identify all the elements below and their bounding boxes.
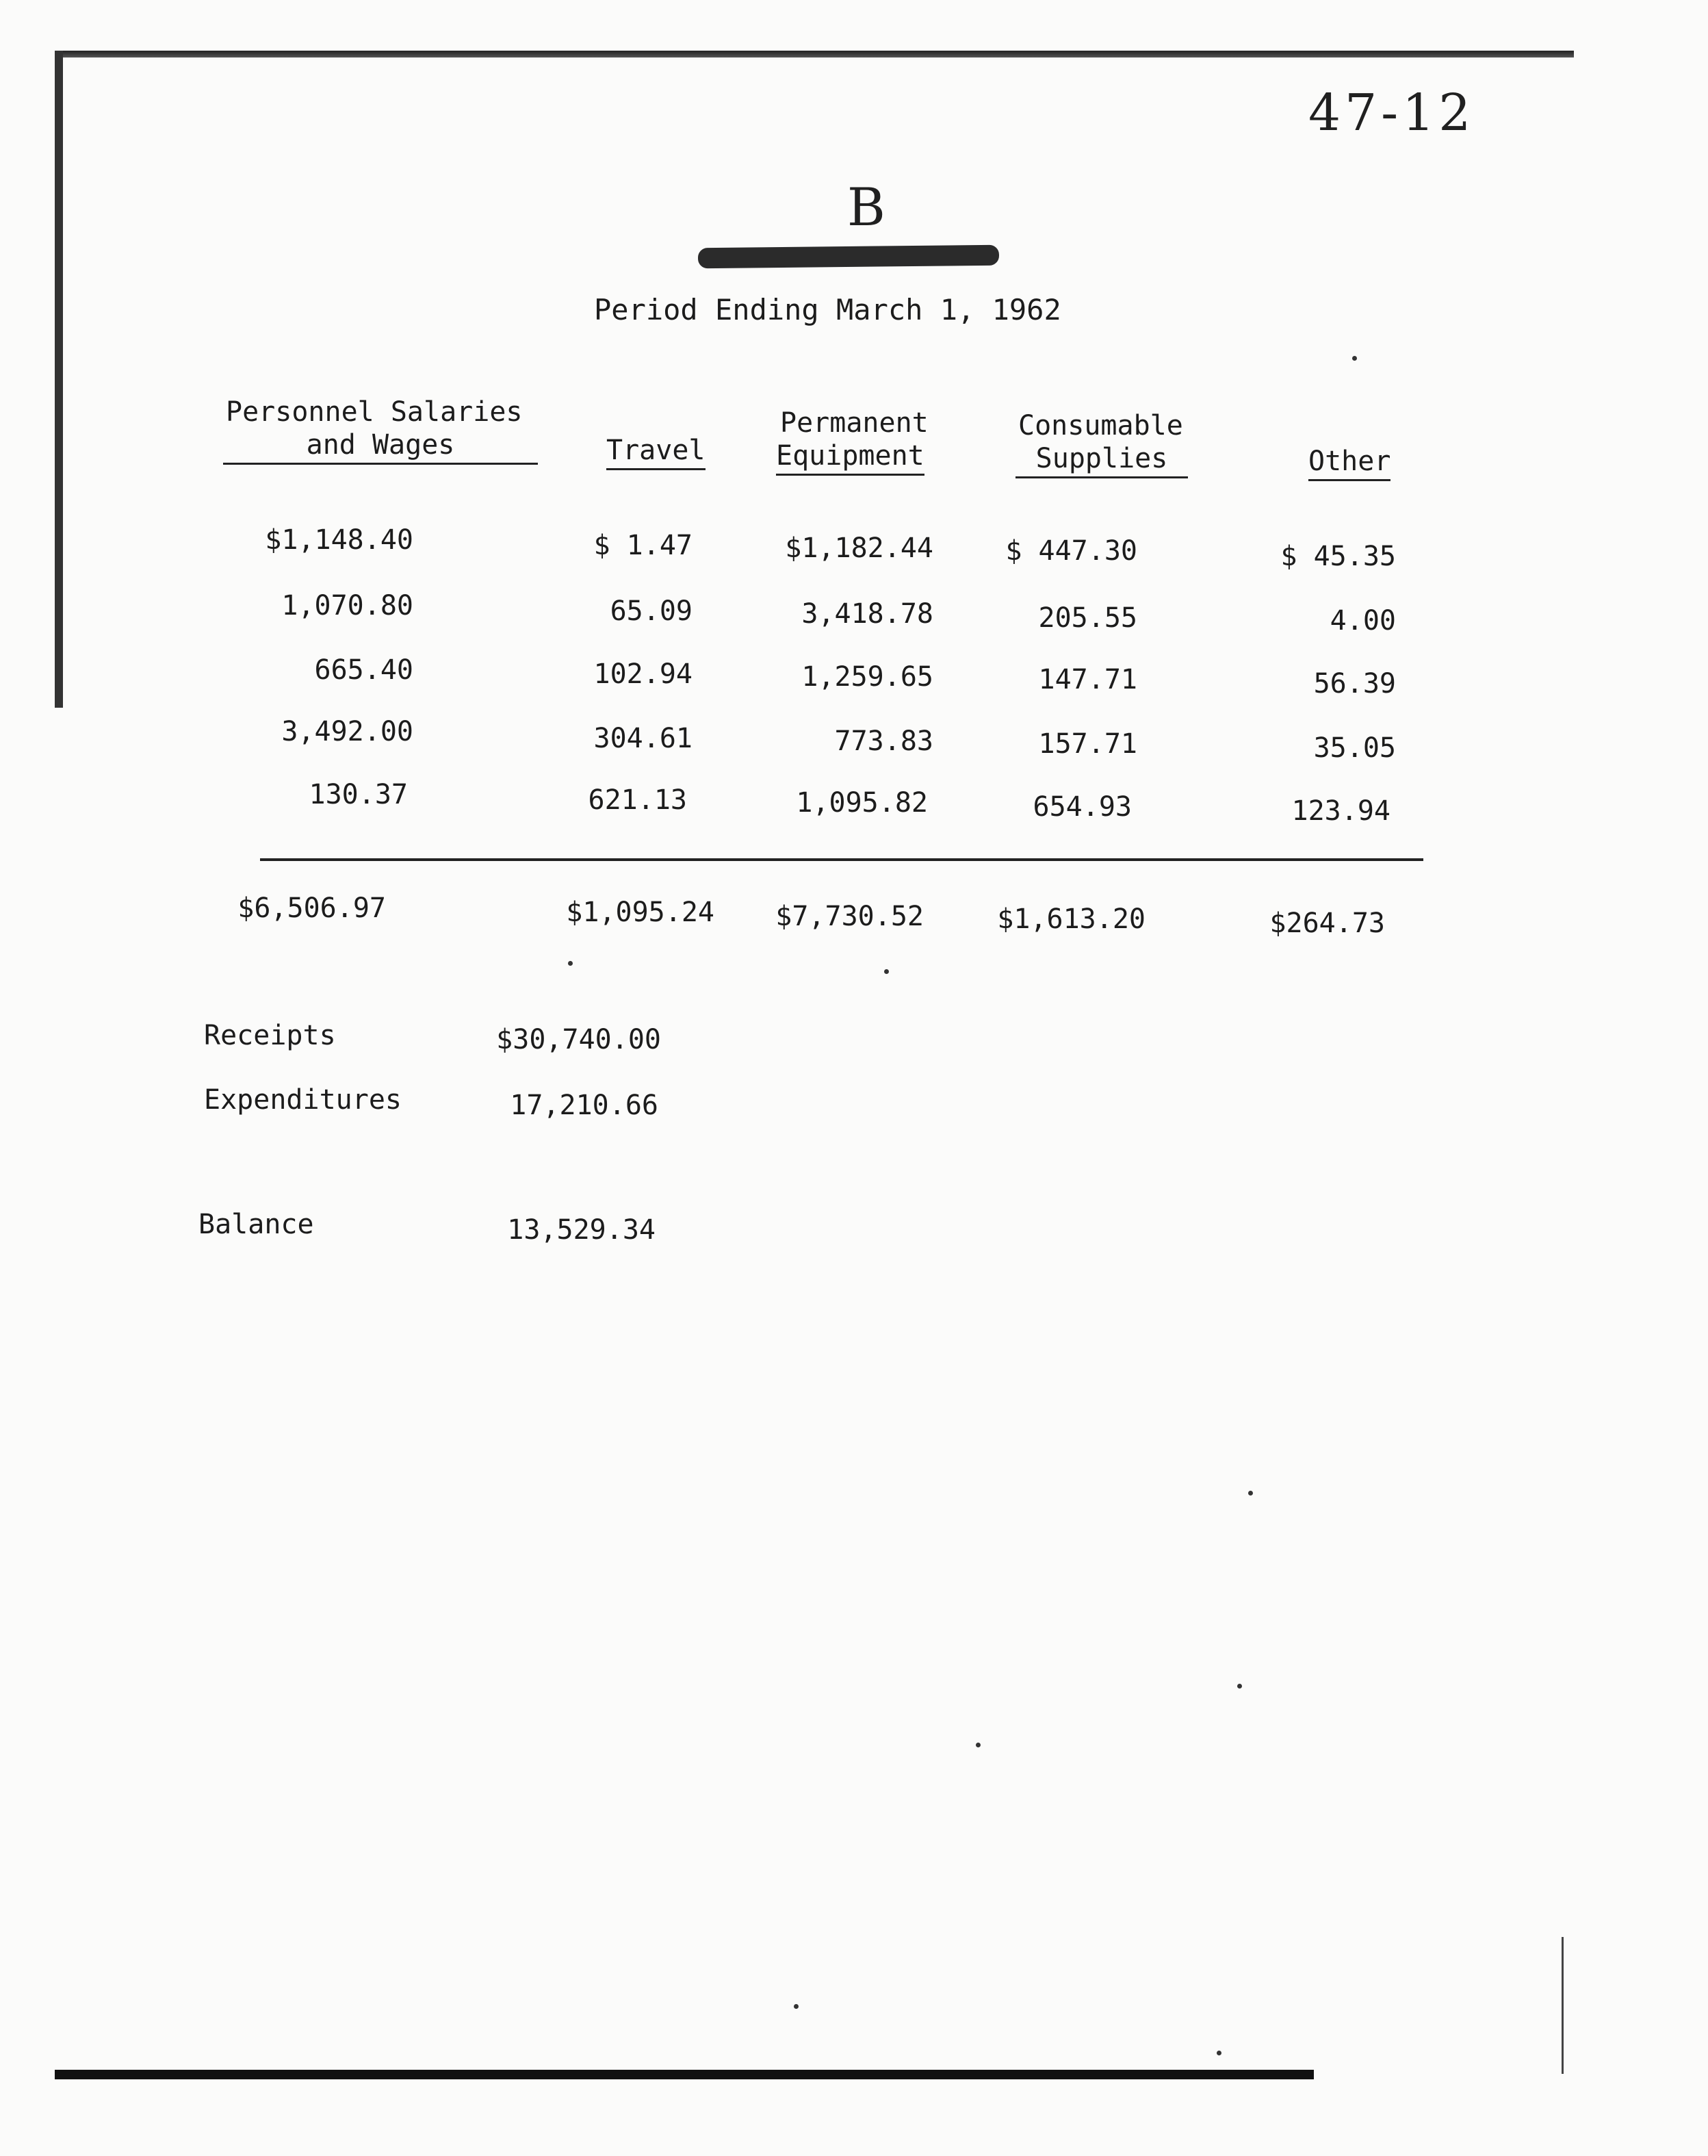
- header-permanent-line2: Equipment: [776, 439, 924, 476]
- cell-consumable: 205.55: [1038, 602, 1137, 634]
- cell-permanent: 3,418.78: [801, 598, 933, 630]
- scan-speck: [976, 1743, 981, 1747]
- cell-permanent: $1,182.44: [785, 532, 933, 564]
- total-other: $264.73: [1269, 908, 1385, 939]
- cell-travel: $ 1.47: [593, 530, 693, 561]
- total-permanent: $7,730.52: [775, 901, 924, 932]
- scan-border-right: [1562, 1937, 1564, 2074]
- cell-other: 4.00: [1330, 605, 1396, 637]
- cell-personnel: 665.40: [314, 654, 413, 686]
- cell-permanent: 1,259.65: [801, 661, 933, 693]
- header-permanent-line1: Permanent: [780, 407, 929, 439]
- totals-rule: [260, 858, 1423, 861]
- cell-other: $ 45.35: [1280, 541, 1396, 572]
- cell-consumable: $ 447.30: [1005, 535, 1137, 567]
- cell-personnel: 3,492.00: [281, 716, 413, 747]
- scan-speck: [1217, 2051, 1221, 2055]
- cell-travel: 65.09: [610, 595, 693, 627]
- cell-other: 35.05: [1313, 732, 1396, 764]
- handwritten-page-number: 47-12: [1308, 84, 1475, 142]
- redacted-title: [698, 245, 999, 269]
- expenditures-label: Expenditures: [204, 1084, 402, 1116]
- cell-consumable: 147.71: [1038, 664, 1137, 695]
- scan-speck: [1352, 356, 1357, 361]
- scan-border-bottom: [55, 2070, 1314, 2079]
- cell-permanent: 1,095.82: [796, 787, 928, 819]
- balance-label: Balance: [198, 1209, 314, 1240]
- cell-travel: 304.61: [593, 723, 693, 754]
- cell-permanent: 773.83: [834, 726, 933, 757]
- scan-speck: [794, 2004, 799, 2009]
- total-travel: $1,095.24: [566, 897, 714, 928]
- receipts-value: $30,740.00: [496, 1024, 661, 1055]
- balance-value: 13,529.34: [507, 1214, 656, 1246]
- cell-travel: 621.13: [588, 784, 687, 816]
- scan-speck: [1248, 1491, 1253, 1496]
- handwritten-section-letter: B: [847, 177, 885, 238]
- cell-consumable: 654.93: [1033, 791, 1132, 823]
- scan-border-left: [55, 51, 63, 708]
- cell-personnel: 1,070.80: [281, 590, 413, 621]
- cell-travel: 102.94: [593, 658, 693, 690]
- cell-personnel: 130.37: [309, 779, 408, 810]
- cell-consumable: 157.71: [1038, 728, 1137, 760]
- total-personnel: $6,506.97: [237, 893, 386, 924]
- header-travel: Travel: [606, 434, 706, 470]
- scan-speck: [884, 969, 889, 974]
- expenditures-value: 17,210.66: [510, 1090, 658, 1121]
- header-consumable-line1: Consumable: [1018, 410, 1183, 441]
- header-consumable-line2: Supplies: [1015, 442, 1188, 478]
- scan-speck: [568, 961, 573, 966]
- cell-personnel: $1,148.40: [265, 524, 413, 556]
- scan-border-top: [55, 51, 1574, 57]
- total-consumable: $1,613.20: [997, 903, 1146, 935]
- header-other: Other: [1308, 445, 1390, 481]
- receipts-label: Receipts: [204, 1020, 336, 1051]
- scan-speck: [1237, 1684, 1242, 1689]
- period-subtitle: Period Ending March 1, 1962: [594, 293, 1061, 326]
- cell-other: 56.39: [1313, 668, 1396, 700]
- header-personnel-line1: Personnel Salaries: [226, 396, 523, 428]
- header-personnel-line2: and Wages: [223, 428, 538, 465]
- cell-other: 123.94: [1291, 795, 1390, 827]
